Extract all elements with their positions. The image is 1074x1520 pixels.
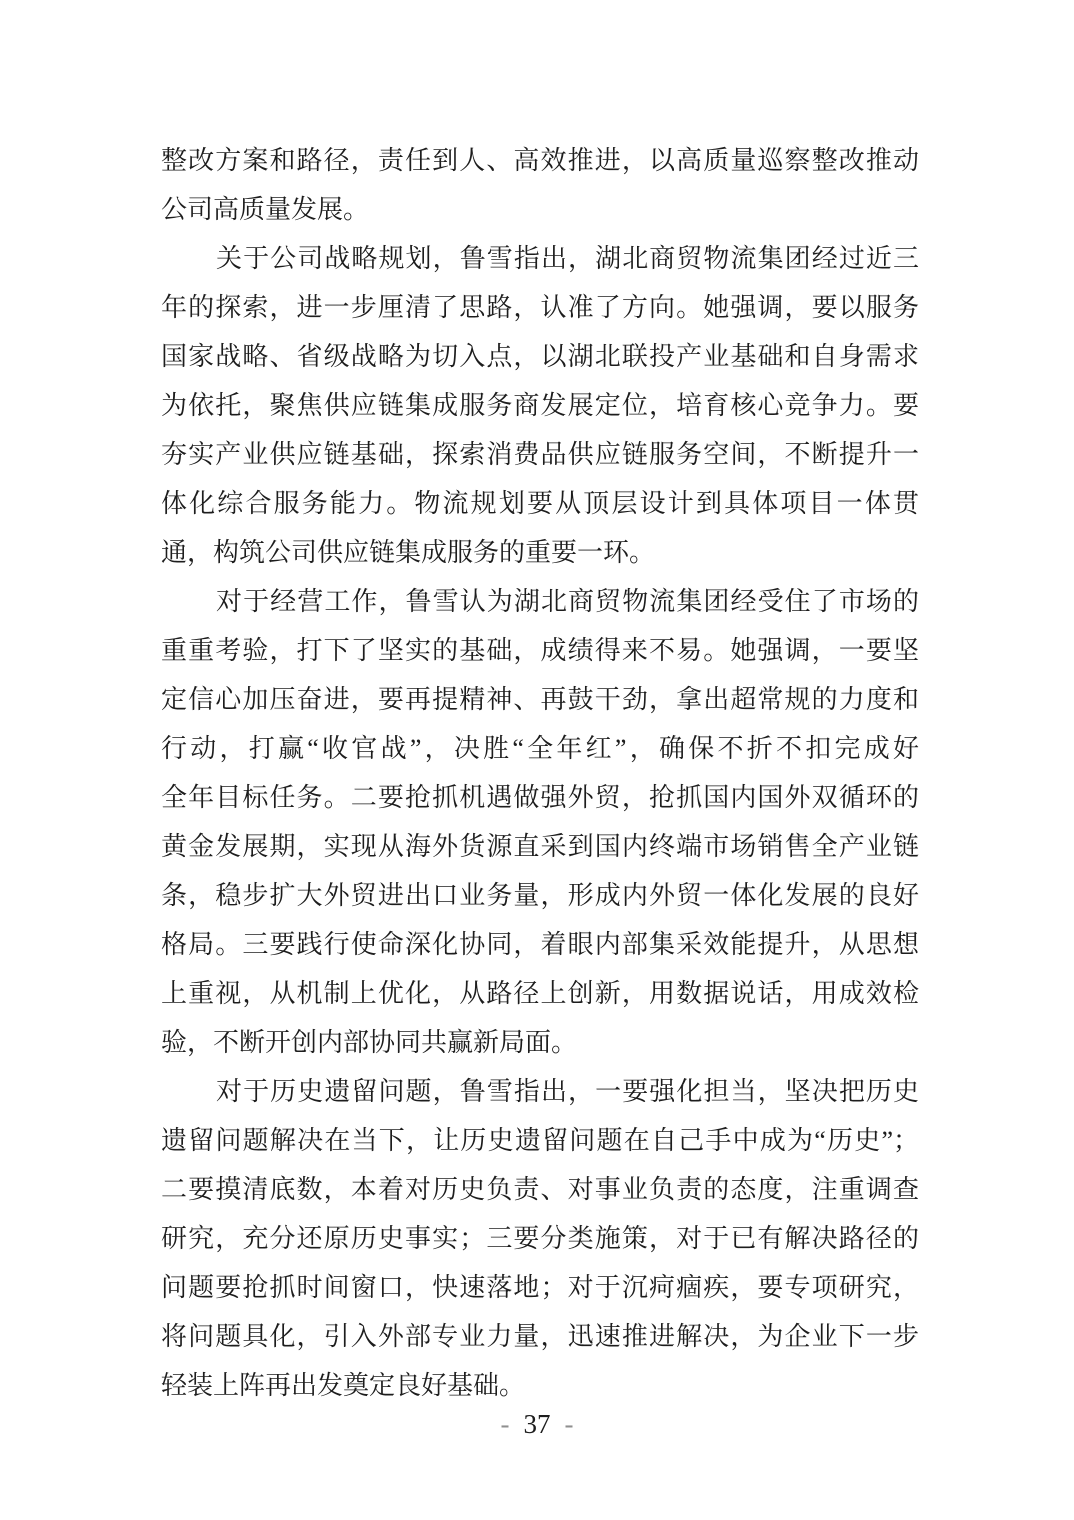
paragraph — [161, 577, 919, 1067]
text-line: 重重考验，打下了坚实的基础，成绩得来不易。她强调，一要坚 — [161, 636, 919, 665]
text-line: 将问题具化，引入外部专业力量，迅速推进解决，为企业下一步 — [161, 1322, 919, 1351]
text-line: 为依托，聚焦供应链集成服务商发展定位，培育核心竞争力。要 — [161, 391, 919, 420]
text-line: 对于经营工作，鲁雪认为湖北商贸物流集团经受住了市场的 — [216, 587, 919, 616]
text-line: 格局。三要践行使命深化协同，着眼内部集采效能提升，从思想 — [161, 930, 919, 959]
text-line: 体化综合服务能力。物流规划要从顶层设计到具体项目一体贯 — [161, 489, 919, 518]
text-line: 全年目标任务。二要抢抓机遇做强外贸，抢抓国内国外双循环的 — [161, 783, 919, 812]
page-number: 37 — [523, 1409, 551, 1439]
text-line: 通，构筑公司供应链集成服务的重要一环。 — [161, 538, 656, 567]
text-line: 条，稳步扩大外贸进出口业务量，形成内外贸一体化发展的良好 — [161, 881, 919, 910]
text-line: 公司高质量发展。 — [161, 195, 370, 224]
page-number-dash-right: - — [564, 1409, 574, 1439]
text-line: 轻装上阵再出发奠定良好基础。 — [161, 1371, 526, 1400]
paragraph — [161, 1067, 919, 1410]
document-body — [161, 136, 919, 1410]
page-number-dash-left: - — [500, 1409, 510, 1439]
text-line: 夯实产业供应链基础，探索消费品供应链服务空间，不断提升一 — [161, 440, 919, 469]
paragraph — [161, 136, 919, 234]
paragraph — [161, 234, 919, 577]
text-line: 遗留问题解决在当下，让历史遗留问题在自己手中成为“历史”； — [161, 1126, 919, 1155]
text-line: 验，不断开创内部协同共赢新局面。 — [161, 1028, 578, 1057]
text-line: 行动，打赢“收官战”，决胜“全年红”，确保不折不扣完成好 — [161, 734, 919, 763]
text-line: 上重视，从机制上优化，从路径上创新，用数据说话，用成效检 — [161, 979, 919, 1008]
page-footer — [0, 1408, 1074, 1440]
text-line: 二要摸清底数，本着对历史负责、对事业负责的态度，注重调查 — [161, 1175, 919, 1204]
text-line: 年的探索，进一步厘清了思路，认准了方向。她强调，要以服务 — [161, 293, 919, 322]
text-line: 问题要抢抓时间窗口，快速落地；对于沉疴痼疾，要专项研究， — [161, 1273, 919, 1302]
text-line: 对于历史遗留问题，鲁雪指出，一要强化担当，坚决把历史 — [216, 1077, 919, 1106]
text-line: 黄金发展期，实现从海外货源直采到国内终端市场销售全产业链 — [161, 832, 919, 861]
text-line: 整改方案和路径，责任到人、高效推进，以高质量巡察整改推动 — [161, 146, 919, 175]
text-line: 定信心加压奋进，要再提精神、再鼓干劲，拿出超常规的力度和 — [161, 685, 919, 714]
text-line: 关于公司战略规划，鲁雪指出，湖北商贸物流集团经过近三 — [216, 244, 919, 273]
text-line: 国家战略、省级战略为切入点，以湖北联投产业基础和自身需求 — [161, 342, 919, 371]
text-line: 研究，充分还原历史事实；三要分类施策，对于已有解决路径的 — [161, 1224, 919, 1253]
